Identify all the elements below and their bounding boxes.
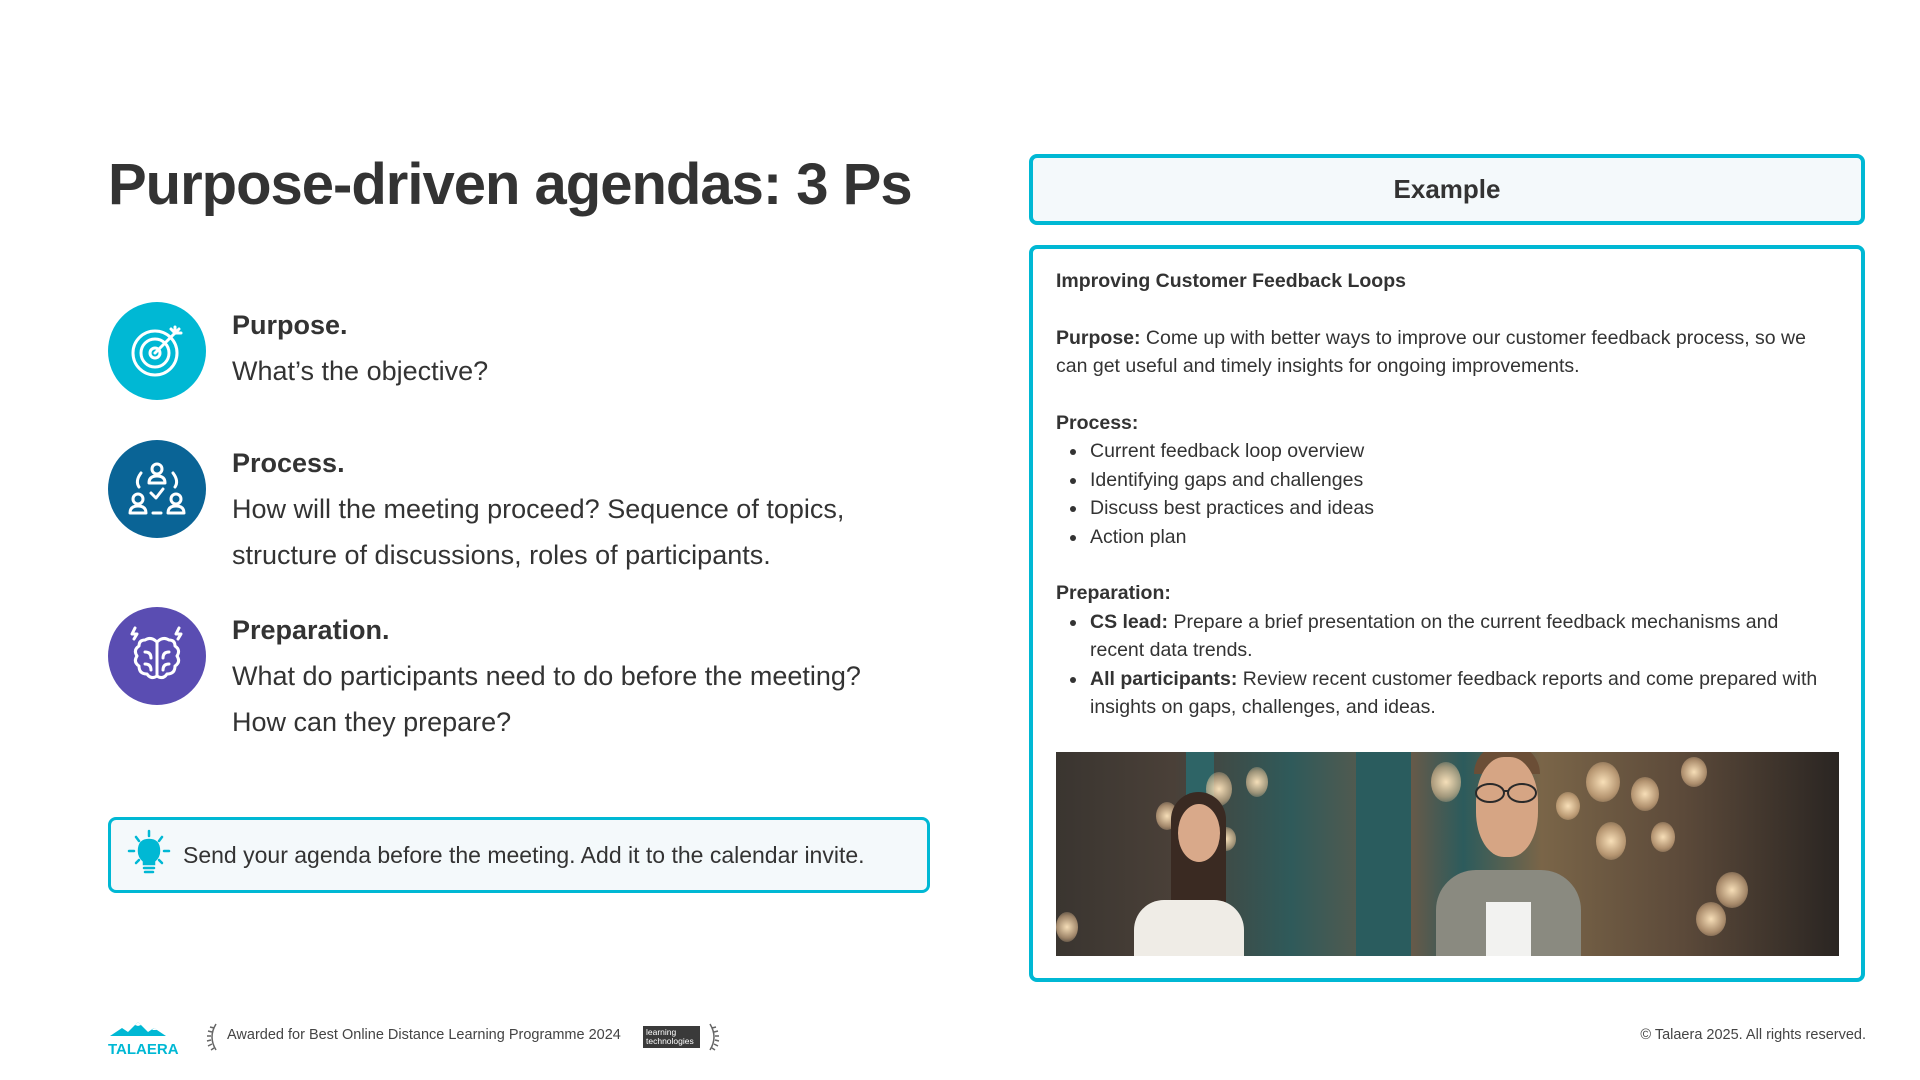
ps-item-preparation (108, 607, 861, 745)
purpose-text: Come up with better ways to improve our customer feedback process, so we can get useful and timely insights for ongoing improvements. (1056, 326, 1806, 377)
list-item: Discuss best practices and ideas (1066, 494, 1837, 523)
role-text: Prepare a brief presentation on the current feedback mechanisms and recent data trends. (1090, 610, 1779, 661)
ps-description: What do participants need to do before the meeting? (232, 661, 861, 691)
target-arrow-icon (108, 302, 206, 400)
laurel-left-icon (206, 1022, 220, 1052)
award-text: Awarded for Best Online Distance Learning Programme 2024 (227, 1027, 621, 1043)
role-label: All participants: (1090, 667, 1238, 690)
ps-description: How will the meeting proceed? Sequence of topics, (232, 494, 845, 524)
example-header-label: Example (1393, 174, 1501, 204)
list-item (1066, 665, 1837, 722)
people-process-icon (108, 440, 206, 538)
photo-person (1476, 757, 1538, 857)
example-title: Improving Customer Feedback Loops (1056, 270, 1406, 292)
talaera-logo (108, 1020, 180, 1056)
preparation-label: Preparation: (1056, 582, 1171, 604)
purpose-label: Purpose: (1056, 326, 1141, 349)
tip-text: Send your agenda before the meeting. Add it to the calendar invite. (183, 841, 865, 868)
example-header (1029, 154, 1865, 225)
example-preparation (1056, 579, 1837, 722)
svg-text:TALAERA: TALAERA (108, 1041, 179, 1056)
ps-heading: Preparation. (232, 615, 390, 645)
ps-item-process (108, 440, 844, 578)
learning-technologies-badge: learning technologies (643, 1026, 700, 1048)
copyright-text: © Talaera 2025. All rights reserved. (1640, 1027, 1866, 1043)
photo-pillar (1356, 752, 1411, 956)
role-text: Review recent customer feedback reports and come prepared with insights on gaps, challenges, and ideas. (1090, 667, 1818, 718)
example-purpose (1056, 324, 1837, 381)
preparation-list (1056, 608, 1837, 722)
process-list (1056, 437, 1837, 551)
list-item: Current feedback loop overview (1066, 437, 1837, 466)
example-photo (1056, 752, 1839, 956)
role-label: CS lead: (1090, 610, 1169, 633)
ps-description: How can they prepare? (232, 707, 512, 737)
brain-icon (108, 607, 206, 705)
process-label: Process: (1056, 411, 1139, 434)
ps-heading: Purpose. (232, 310, 348, 340)
ps-description: structure of discussions, roles of participants. (232, 540, 771, 570)
example-panel (1029, 245, 1865, 982)
page-title: Purpose-driven agendas: 3 Ps (108, 152, 912, 217)
list-item: Identifying gaps and challenges (1066, 466, 1837, 495)
ps-description: What’s the objective? (232, 356, 489, 386)
example-process (1056, 409, 1837, 552)
tip-callout (108, 817, 930, 893)
ps-item-purpose (108, 302, 488, 400)
list-item (1066, 608, 1837, 665)
ps-heading: Process. (232, 448, 345, 478)
laurel-right-icon (706, 1022, 720, 1052)
list-item: Action plan (1066, 523, 1837, 552)
lightbulb-icon (127, 829, 171, 882)
